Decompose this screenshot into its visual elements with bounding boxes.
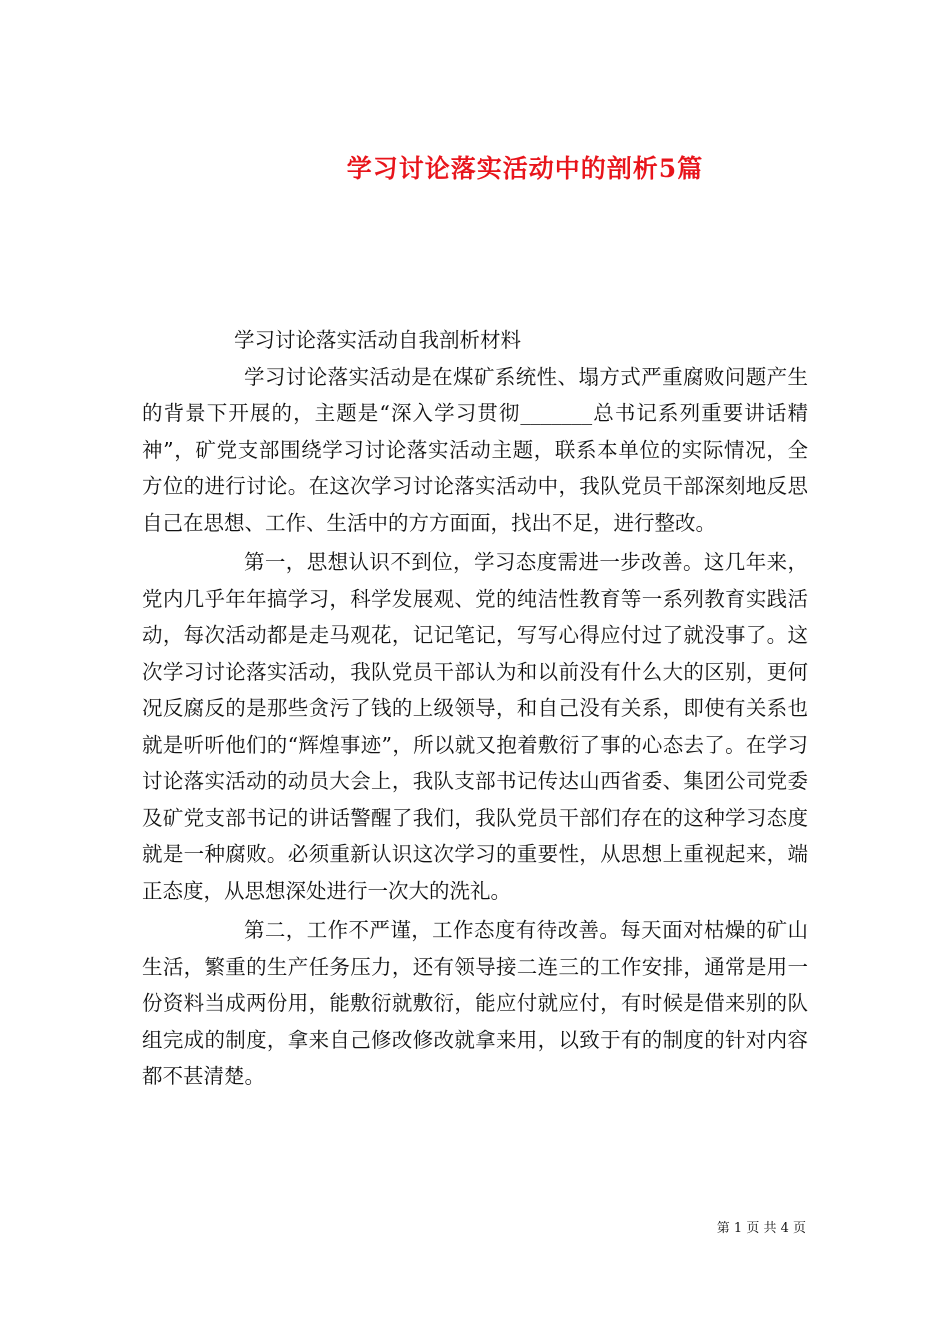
paragraph-intro: 学习讨论落实活动是在煤矿系统性、塌方式严重腐败问题产生的背景下开展的，主题是“深入学习贯彻_______总书记系列重要讲话精神”，矿党支部围绕学习讨论落实活动主题，联系本单位的实际情况，全方位的进行讨论。在这次学习讨论落实活动中，我队党员干部深刻地反思自己在思想、工作、生活中的方方面面，找出不足，进行整改。	[142, 364, 808, 535]
page-number-footer: 第 1 页 共 4 页	[716, 1221, 806, 1236]
document-title: 学习讨论落实活动中的剖析5篇	[346, 153, 704, 183]
paragraph-first-point: 第一，思想认识不到位，学习态度需进一步改善。这几年来，党内几乎年年搞学习，科学发展观、党的纯洁性教育等一系列教育实践活动，每次活动都是走马观花，记记笔记，写写心得应付过了就没事了。这次学习讨论落实活动，我队党员干部认为和以前没有什么大的区别，更何况反腐反的是那些贪污了钱的上级领导，和自己没有关系，即使有关系也就是听听他们的“辉煌事迹”，所以就又抱着敷衍了事的心态去了。在学习讨论落实活动的动员大会上，我队支部书记传达山西省委、集团公司党委及矿党支部书记的讲话警醒了我们，我队党员干部们存在的这种学习态度就是一种腐败。必须重新认识这次学习的重要性，从思想上重视起来，端正态度，从思想深处进行一次大的洗礼。	[142, 550, 808, 903]
document-body	[142, 322, 808, 1098]
document-subtitle: 学习讨论落实活动自我剖析材料	[234, 328, 521, 352]
paragraph-second-point: 第二，工作不严谨，工作态度有待改善。每天面对枯燥的矿山生活，繁重的生产任务压力，还有领导接二连三的工作安排，通常是用一份资料当成两份用，能敷衍就敷衍，能应付就应付，有时候是借来别的队组完成的制度，拿来自己修改修改就拿来用，以致于有的制度的针对内容都不甚清楚。	[142, 918, 808, 1088]
